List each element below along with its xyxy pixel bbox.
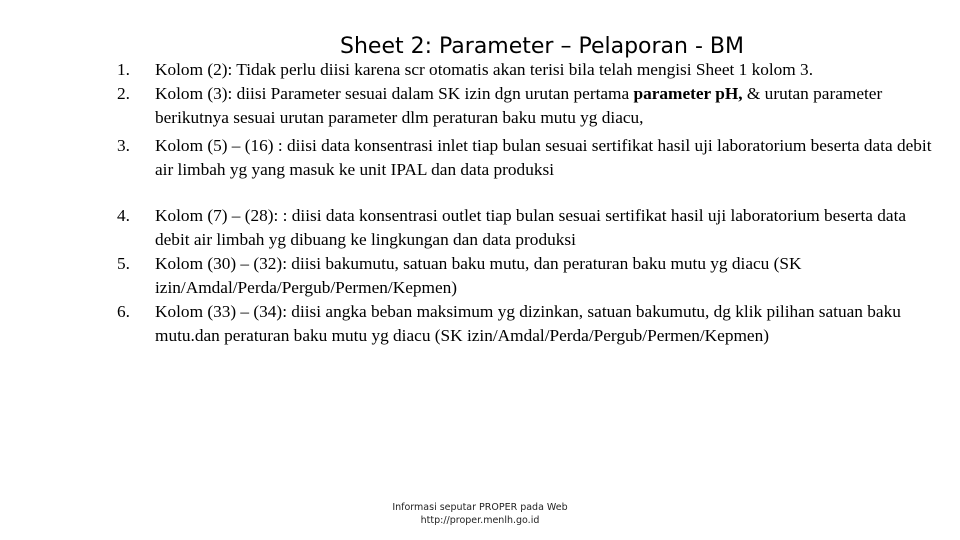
list-item bbox=[117, 134, 937, 182]
list-item bbox=[117, 82, 937, 130]
list-text: Kolom (30) – (32): diisi bakumutu, satuan baku mutu, dan peraturan baku mutu yg diacu (SK izin/Amdal/Perda/Pergub/Permen/Kepmen) bbox=[155, 254, 802, 297]
list-text: Kolom (3): diisi Parameter sesuai dalam SK izin dgn urutan pertama bbox=[155, 84, 634, 103]
list-text: Kolom (33) – (34): diisi angka beban maksimum yg dizinkan, satuan bakumutu, dg klik pilihan satuan baku mutu.dan peraturan baku mutu yg diacu (SK izin/Amdal/Perda/Pergub/Permen/Kepmen) bbox=[155, 302, 901, 345]
instruction-list bbox=[117, 58, 937, 348]
footer-line: Informasi seputar PROPER pada Web bbox=[392, 502, 568, 513]
list-number: 6. bbox=[117, 302, 130, 321]
list-number: 1. bbox=[117, 60, 130, 79]
list-text: Kolom (7) – (28): : diisi data konsentrasi outlet tiap bulan sesuai sertifikat hasil uji laboratorium beserta data debit air limbah yg dibuang ke lingkungan dan data produksi bbox=[155, 206, 907, 249]
footer-note bbox=[380, 501, 580, 527]
list-number: 4. bbox=[117, 206, 130, 225]
list-item bbox=[117, 300, 937, 348]
page-title: Sheet 2: Parameter – Pelaporan - BM bbox=[340, 34, 744, 59]
list-item bbox=[117, 252, 937, 300]
footer-link: http://proper.menlh.go.id bbox=[420, 515, 540, 526]
list-text: Kolom (5) – (16) : diisi data konsentrasi inlet tiap bulan sesuai sertifikat hasil uji laboratorium beserta data debit air limbah yg yang masuk ke unit IPAL dan data produksi bbox=[155, 136, 932, 179]
list-number: 5. bbox=[117, 254, 130, 273]
list-item bbox=[117, 58, 937, 82]
list-text-bold: parameter pH, bbox=[633, 84, 743, 103]
list-number: 2. bbox=[117, 84, 130, 103]
list-number: 3. bbox=[117, 136, 130, 155]
list-text: & urutan parameter berikutnya sesuai urutan parameter dlm peraturan baku mutu yg diacu, bbox=[155, 84, 883, 127]
list-text: Kolom (2): Tidak perlu diisi karena scr otomatis akan terisi bila telah mengisi Sheet 1 kolom 3. bbox=[155, 60, 814, 79]
list-item bbox=[117, 204, 937, 252]
